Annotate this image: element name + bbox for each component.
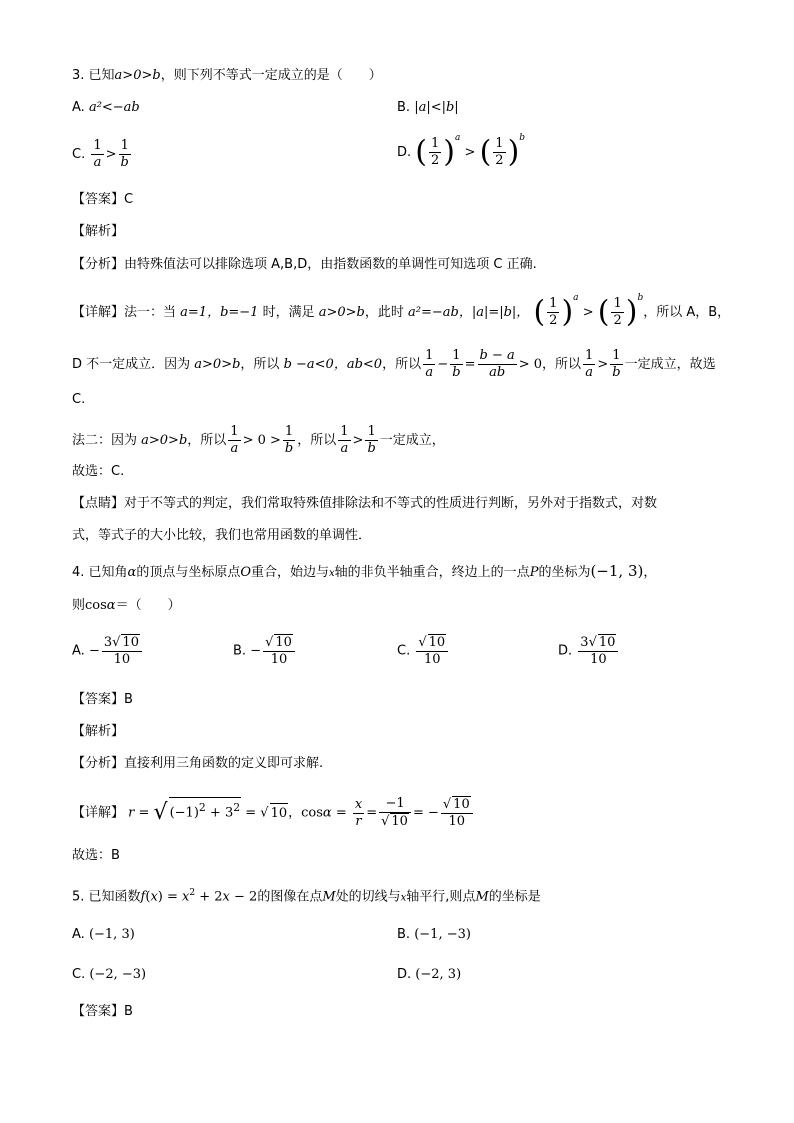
- q3-option-a-text: a²<−ab: [88, 100, 140, 115]
- d2g: 一定成立，故选: [624, 357, 716, 372]
- q4-stem-e: 的坐标为: [538, 565, 591, 580]
- q3-answer-value: C: [124, 192, 134, 207]
- q4-stem2-b: ＝（ ）: [115, 598, 181, 613]
- q5-opt-a-label: A.: [72, 927, 85, 942]
- q3-stem-cond: a>0>b: [114, 68, 161, 83]
- d2c: ，所以: [240, 357, 284, 372]
- q4-stem-f: ，: [643, 565, 657, 580]
- q4-option-b: B. − $\frac{√ 10}{10}$: [233, 634, 297, 668]
- q4-stem-a: 4. 已知角: [72, 565, 128, 580]
- q3-option-d: D. ( $\frac{1}{2}$ )$^a$ > ( $\frac{1}{2}$ )$^b$: [397, 133, 526, 170]
- d1e: ，此时: [364, 305, 408, 320]
- q5-opt-a-value: (−1, 3): [88, 927, 135, 942]
- q3-answer: [72, 190, 133, 210]
- q5-answer-value: B: [124, 1004, 133, 1019]
- dianjing2: 式，等式子的大小比较，我们也常用函数的单调性．: [72, 528, 372, 543]
- q4-answer: [72, 690, 133, 710]
- m2d: ，所以: [297, 433, 337, 448]
- q3-fenxi: [72, 255, 537, 275]
- q3-option-b-label: B.: [397, 100, 411, 115]
- q3-dianjing-line2: [72, 526, 371, 546]
- q4-stem-line2: 则cosα＝（ ）: [72, 598, 181, 613]
- q5-stem-a: 5. 已知函数: [72, 889, 141, 905]
- q3-method2: 法二：因为 a>0>b，所以 $\frac{1}{a}$ > 0 > $\frac{1}{b}$ ，所以 $\frac{1}{a}$ > $\frac{1}{b}$ 一定成立，: [72, 424, 445, 456]
- answer-tag: 【答案】: [72, 692, 125, 707]
- q5-option-d: [397, 965, 461, 985]
- d1a: 法一：当: [124, 305, 181, 320]
- q5-opt-b-value: (−1, −3): [414, 927, 471, 942]
- d2e: ，所以: [382, 357, 422, 372]
- q4-stem-c: 重合，始边与: [251, 565, 330, 580]
- q3-dianjing-line1: [72, 494, 657, 514]
- analysis-tag: 【解析】: [72, 224, 125, 239]
- q3-stem: [72, 66, 382, 86]
- frac-1-over-b: $\frac{1}{b}$: [120, 138, 129, 170]
- q3-conclusion: [72, 462, 124, 482]
- d2b: a>0>b: [194, 357, 241, 372]
- q4-fenxi: [72, 754, 323, 774]
- q4-guxuan: 故选：B: [72, 848, 120, 863]
- q3-option-c: C. $\frac{1}{a}$ > $\frac{1}{b}$: [72, 138, 129, 170]
- q4-conclusion: [72, 846, 120, 866]
- q3-option-a: [72, 98, 140, 118]
- d1g: ，所以 A，B，: [643, 305, 731, 320]
- q5-opt-d-label: D.: [397, 967, 412, 982]
- q3-guxuan: 故选：C.: [72, 464, 125, 479]
- m2c: ，所以: [187, 433, 227, 448]
- q4-stem2: 则: [72, 598, 86, 613]
- dianjing1: 对于不等式的判定，我们常取特殊值排除法和不等式的性质进行判断，另外对于指数式，对数: [124, 496, 658, 511]
- xiangjie-tag: 【详解】: [72, 305, 125, 320]
- answer-tag: 【答案】: [72, 1004, 125, 1019]
- q5-option-b: [397, 925, 471, 945]
- q4-stem-line1: 4. 已知角α的顶点与坐标原点O重合，始边与x轴的非负半轴重合，终边上的一点P的坐标为(−1, 3)，: [72, 562, 657, 580]
- q4-answer-value: B: [124, 692, 133, 707]
- frac-1-over-a: $\frac{1}{a}$: [93, 138, 102, 170]
- q4-opt-b-label: B.: [233, 643, 247, 659]
- answer-tag: 【答案】: [72, 192, 125, 207]
- d2a: D 不一定成立．因为: [72, 357, 195, 372]
- q5-option-a: [72, 925, 135, 945]
- q5-stem-b: 的图像在点: [257, 889, 323, 905]
- q3-stem-post: ，则下列不等式一定成立的是（ ）: [160, 68, 382, 83]
- q5-stem-c: 处的切线与: [335, 889, 401, 905]
- q3-option-d-label: D.: [397, 145, 412, 160]
- q5-stem-e: 的坐标是: [488, 889, 541, 905]
- q3-stem-pre: 3. 已知: [72, 68, 115, 83]
- q4-option-a: A. − $\frac{3√ 10}{10}$: [72, 634, 144, 668]
- q3-option-b: [397, 98, 459, 118]
- d1b: a=1，b=−1: [180, 305, 259, 320]
- q3-detail-line3: [72, 390, 85, 410]
- q5-stem-d: 轴平行,则点: [406, 889, 476, 905]
- q4-option-d: D. $\frac{3√ 10}{10}$: [558, 634, 620, 668]
- d1c: 时，满足: [258, 305, 319, 320]
- q3-option-b-text: |a|<|b|: [414, 100, 459, 115]
- fenxi-tag: 【分析】: [72, 257, 125, 272]
- d1f: a²=−ab，|a|=|b|，: [408, 305, 530, 320]
- q3-analysis-tag: [72, 222, 124, 242]
- dianjing-tag: 【点睛】: [72, 496, 125, 511]
- q4-opt-d-label: D.: [558, 643, 573, 659]
- q3-detail-line1: 【详解】法一：当 a=1，b=−1 时，满足 a>0>b，此时 a²=−ab，|a|=|b|， ( $\frac{1}{2}$ )$^a$ > ( $\frac{1}{2}$ )$^b$，所以 A，B，: [72, 293, 731, 330]
- q3-option-a-label: A.: [72, 100, 85, 115]
- q4-opt-c-label: C.: [397, 643, 411, 659]
- q5-answer: [72, 1002, 133, 1022]
- d2f: ，所以: [542, 357, 582, 372]
- m2a: 法二：因为: [72, 433, 142, 448]
- q3-fenxi-text: 由特殊值法可以排除选项 A,B,D，由指数函数的单调性可知选项 C 正确.: [124, 257, 537, 272]
- q5-opt-c-label: C.: [72, 967, 86, 982]
- fenxi-tag: 【分析】: [72, 756, 125, 771]
- q5-opt-d-value: (−2, 3): [415, 967, 462, 982]
- q4-detail: 【详解】 r = √ $(-1)^2 + 3^2$ = √ 10，cosα = $\frac{x}{r}$ = $\frac{-1}{√ 10}$ = − $\frac{√ 10}{10}$: [72, 796, 475, 830]
- m2b: a>0>b: [141, 433, 188, 448]
- d1d: a>0>b: [318, 305, 365, 320]
- q5-stem: 5. 已知函数$f(x) = x^2 + 2x - 2$的图像在点M处的切线与x轴平行,则点M的坐标是: [72, 888, 541, 905]
- d2d: b −a<0，ab<0: [283, 357, 383, 372]
- analysis-tag: 【解析】: [72, 724, 125, 739]
- q5-opt-c-value: (−2, −3): [89, 967, 147, 982]
- q4-opt-a-label: A.: [72, 643, 85, 659]
- q4-fenxi-text: 直接利用三角函数的定义即可求解.: [124, 756, 324, 771]
- q3-detail-line2: D 不一定成立．因为 a>0>b，所以 b −a<0，ab<0，所以 $\frac{1}{a}$ − $\frac{1}{b}$ = $\frac{b - a}{ab}$ > 0，所以 $\frac{1}{a}$ > $\frac{1}{b}$ 一定成立，故选: [72, 348, 716, 380]
- m2e: 一定成立，: [379, 433, 445, 448]
- d3: C.: [72, 392, 86, 407]
- q3-option-c-label: C.: [72, 147, 86, 162]
- q5-option-c: [72, 965, 146, 985]
- q4-analysis-tag: [72, 722, 124, 742]
- q4-stem-b: 的顶点与坐标原点: [136, 565, 241, 580]
- q5-opt-b-label: B.: [397, 927, 411, 942]
- q4-stem-d: 轴的非负半轴重合，终边上的一点: [334, 565, 530, 580]
- xiangjie-tag: 【详解】: [72, 805, 125, 821]
- q4-option-c: C. $\frac{√ 10}{10}$: [397, 634, 450, 668]
